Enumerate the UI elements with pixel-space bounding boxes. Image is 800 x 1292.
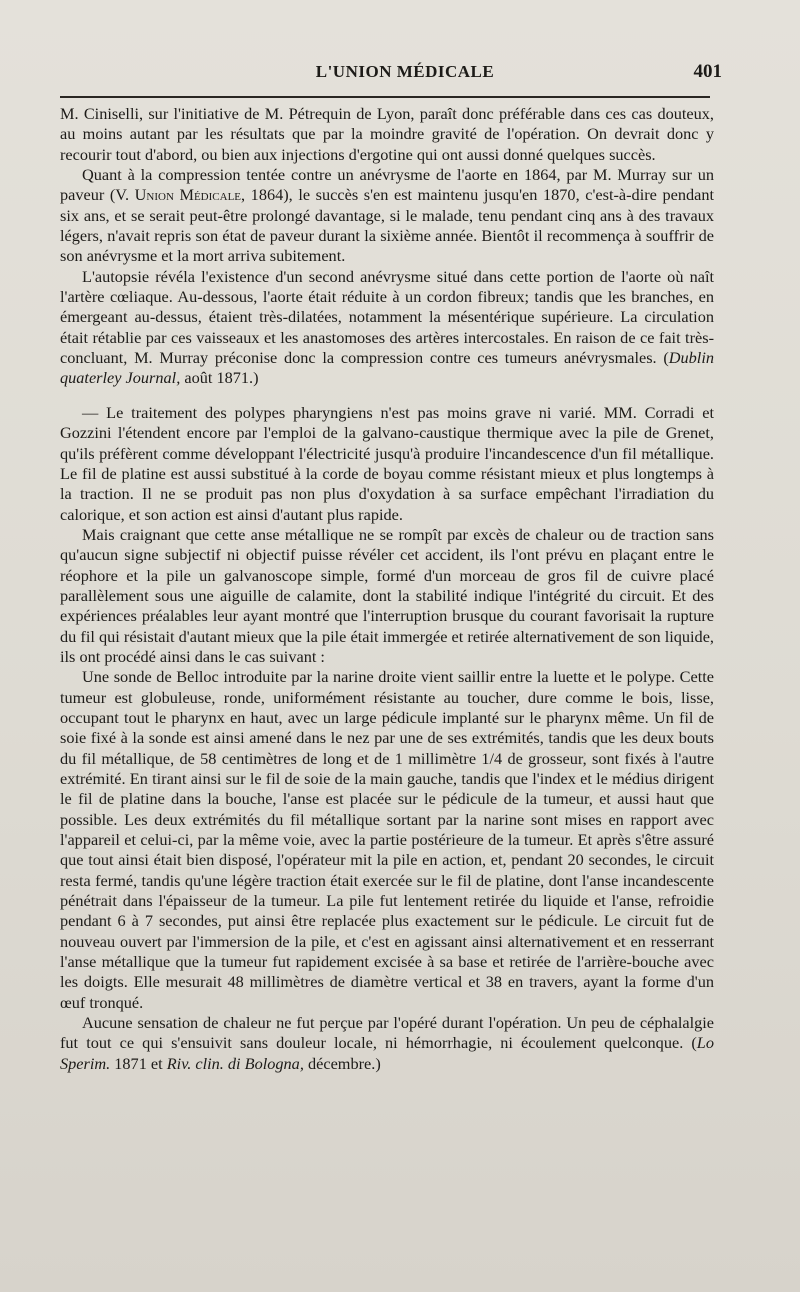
header-rule [60,96,710,98]
page-header [58,61,722,88]
paragraph: Une sonde de Belloc introduite par la narine droite vient saillir entre la luette et le polype. Cette tumeur est globuleuse, ronde, uniformément résistante au toucher, dure comme le bois, lisse, occupant tout le pharynx en haut, avec un large pédicule implanté sur le pharynx même. Un fil de soie fixé à la sonde est ainsi amené dans le nez par une de ses extrémités, tandis que les deux bouts du fil métallique, de 58 centimètres de long et de 1 millimètre 1/4 de grosseur, sont fixés à l'autre extrémité. En tirant ainsi sur le fil de soie de la main gauche, tandis que l'index et le médius dirigent le fil de platine dans la bouche, l'anse est placée sur le pédicule de la tumeur, et aussi haut que possible. Les deux extrémités du fil métallique sortant par la narine sont mises en rapport avec l'appareil et celui-ci, par la même voie, avec la partie postérieure de la tumeur. Et après s'être assuré que tout ainsi était bien disposé, l'opérateur mit la pile en action, et, pendant 20 secondes, le circuit resta fermé, tandis qu'une légère traction était exercée sur le fil de platine, dont l'anse incandescente pénétrait dans l'épaisseur de la tumeur. La pile fut lentement retirée du liquide et l'anse, refroidie pendant 6 à 7 secondes, put ainsi être replacée plus exactement sur le pédicule. Le circuit fut de nouveau ouvert par l'immersion de la pile, et c'est en agissant ainsi alternativement et en resserrant l'anse métallique que la tumeur fut rapidement excisée à sa base et retirée de l'arrière-bouche avec les doigts. Elle mesurait 48 millimètres de diamètre vertical et 38 en travers, ayant la forme d'un œuf tronqué. [60,667,714,1012]
paragraph-text: , 1864), le succès s'en est maintenu jusqu'en 1870, c'est-à-dire pendant six ans, et se serait peut-être prolongé davantage, si le malade, tenu pendant cinq ans à des travaux légers, n'avait repris son état de paveur durant la sixième année. Bientôt il recommença à souffrir de son anévrysme et la mort arriva subitement. [60,185,714,266]
paragraph-text: Quant à la compression tentée contre un anévrysme de l'aorte en 1864, par M. Murray sur un paveur (V. [60,165,714,205]
article-body [60,104,714,1074]
page-number: 401 [693,61,722,82]
paragraph-text: décembre.) [303,1053,381,1073]
citation-source: Dublin quaterley Journal, [60,348,714,388]
citation-source: Lo Sperim. [60,1033,714,1073]
paragraph: Mais craignant que cette anse métallique ne se rompît par excès de chaleur ou de traction sans qu'aucun signe subjectif ni objectif puisse révéler cet accident, ils l'ont prévu en plaçant entre le réophore et la pile un galvanoscope simple, formé d'un morceau de gros fil de cuivre placé parallèlement sous une aiguille de calamite, dont la stabilité indique l'intégrité du circuit. Et des expériences préalables leur ayant montré que l'interruption brusque du courant favorisait la rupture du fil qui résistait d'autant mieux que la pile était immergée et retirée alternativement de son liquide, ils ont procédé ainsi dans le cas suivant : [60,524,714,666]
citation-source: Riv. clin. di Bologna, [166,1053,304,1073]
running-title: L'UNION MÉDICALE [315,62,495,81]
paragraph [60,165,714,267]
paragraph [60,1013,714,1074]
paragraph-text: août 1871.) [180,368,259,388]
paragraph-text: 1871 et [110,1053,167,1073]
paragraph-text: L'autopsie révéla l'existence d'un second anévrysme situé dans cette portion de l'aorte où naît l'artère cœliaque. Au-dessous, l'aorte était réduite à un cordon fibreux; tandis que les branches, en émergeant au-dessus, étaient très-dilatées, notamment la mésentérique supérieure. La circulation était rétablie par ces vaisseaux et les anastomoses des artères intercostales. En raison de ce fait très-concluant, M. Murray préconise donc la compression contre ces tumeurs anévrysmales. ( [60,266,714,368]
paragraph: M. Ciniselli, sur l'initiative de M. Pétrequin de Lyon, paraît donc préférable dans ces cas douteux, au moins autant par les résultats que par la moindre gravité de l'opération. On devrait donc y recourir tout d'abord, ou bien aux injections d'ergotine qui ont aussi donné quelques succès. [60,104,714,164]
paragraph [60,267,714,389]
paragraph: — Le traitement des polypes pharyngiens n'est pas moins grave ni varié. MM. Corradi et Gozzini l'étendent encore par l'emploi de la galvano-caustique thermique avec la pile de Grenet, qu'ils préfèrent comme développant l'électricité jusqu'à produire l'incandescence d'un fil métallique. Le fil de platine est aussi substitué à la corde de boyau comme résistant mieux et plus longtemps à la traction. Il ne se produit pas non plus d'oxydation à sa surface empêchant l'irradiation du calorique, et son action est ainsi d'autant plus rapide. [60,402,714,524]
journal-name: Union Médicale [134,185,242,205]
paragraph-text: Aucune sensation de chaleur ne fut perçue par l'opéré durant l'opération. Un peu de céphalalgie fut tout ce qui s'ensuivit sans douleur locale, ni hémorrhagie, ni écoulement quelconque. ( [60,1013,714,1053]
